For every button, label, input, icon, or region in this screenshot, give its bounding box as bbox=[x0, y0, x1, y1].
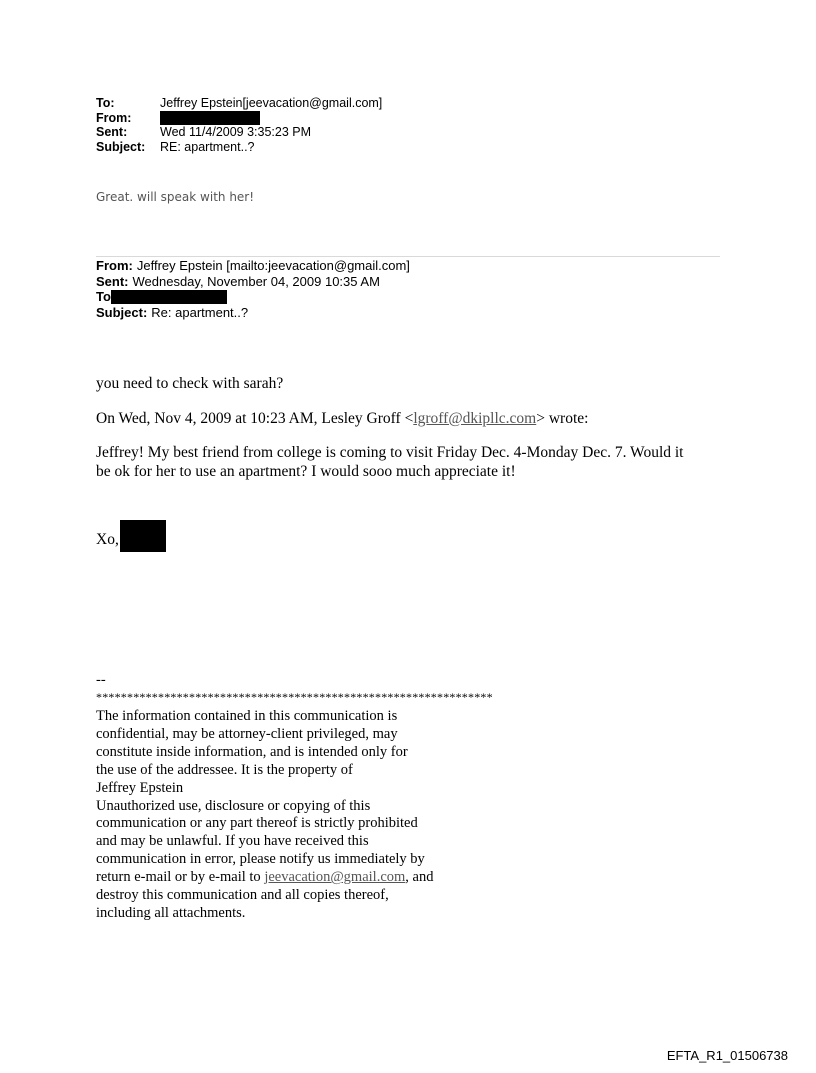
message-line: you need to check with sarah? bbox=[96, 375, 284, 392]
disclaimer-line: and may be unlawful. If you have received this bbox=[96, 833, 369, 850]
header-sent-row bbox=[96, 125, 382, 140]
header-subject-value: RE: apartment..? bbox=[160, 139, 255, 154]
disclaimer-line: including all attachments. bbox=[96, 904, 246, 921]
disclaimer-line: communication in error, please notify us immediately by bbox=[96, 851, 425, 868]
disclaimer-line: The information contained in this communication is bbox=[96, 708, 398, 724]
divider bbox=[96, 256, 720, 257]
fwd-subject-row bbox=[96, 305, 410, 321]
forwarded-header bbox=[96, 258, 410, 320]
disclaimer-block bbox=[96, 708, 476, 923]
fwd-from-value: Jeffrey Epstein [mailto:jeevacation@gmail.com] bbox=[136, 258, 410, 273]
fwd-to-row bbox=[96, 289, 410, 305]
sig-stars: **************************************************************** bbox=[96, 690, 493, 704]
disclaimer-line: destroy this communication and all copies thereof, bbox=[96, 887, 389, 904]
header-subject-label: Subject: bbox=[96, 139, 146, 154]
signoff-text: Xo, bbox=[96, 531, 119, 548]
fwd-sent-row bbox=[96, 274, 410, 290]
disclaimer-line: Unauthorized use, disclosure or copying of this bbox=[96, 797, 371, 814]
disclaimer-line: communication or any part thereof is strictly prohibited bbox=[96, 815, 418, 832]
quoted-paragraph bbox=[96, 443, 684, 481]
header-to-value: Jeffrey Epstein[jeevacation@gmail.com] bbox=[160, 96, 383, 110]
fwd-to-label: To bbox=[96, 289, 111, 304]
header-from-row bbox=[96, 111, 382, 126]
redaction-block bbox=[111, 290, 227, 304]
quoted-line: Jeffrey! My best friend from college is coming to visit Friday Dec. 4-Monday Dec. 7. Would it bbox=[96, 444, 684, 461]
fwd-subject-value: Re: apartment..? bbox=[151, 304, 249, 320]
quoted-line: be ok for her to use an apartment? I would sooo much appreciate it! bbox=[96, 463, 516, 480]
quote-prefix: On Wed, Nov 4, 2009 at 10:23 AM, Lesley Groff < bbox=[96, 410, 414, 427]
disclaimer-line: Jeffrey Epstein bbox=[96, 779, 184, 796]
redaction-block bbox=[120, 520, 166, 552]
reply-text: Great. will speak with her! bbox=[96, 190, 255, 204]
fwd-subject-label: Subject: bbox=[96, 304, 148, 320]
return-email-link[interactable]: jeevacation@gmail.com bbox=[264, 869, 406, 886]
return-prefix: return e-mail or by e-mail to bbox=[96, 869, 265, 886]
email-header bbox=[96, 96, 382, 154]
quote-email-link[interactable]: lgroff@dkipllc.com bbox=[413, 410, 537, 427]
quote-suffix: > wrote: bbox=[536, 410, 589, 427]
fwd-from-row bbox=[96, 258, 410, 274]
fwd-sent-value: Wednesday, November 04, 2009 10:35 AM bbox=[132, 273, 380, 289]
fwd-sent-label: Sent: bbox=[96, 273, 129, 289]
signoff bbox=[96, 530, 119, 549]
header-subject-row bbox=[96, 140, 382, 155]
sig-dashes: -- bbox=[96, 672, 106, 688]
disclaimer-line: constitute inside information, and is intended only for bbox=[96, 743, 408, 760]
redaction-block bbox=[160, 111, 260, 125]
header-to-row bbox=[96, 96, 382, 111]
disclaimer-return-line bbox=[96, 869, 476, 887]
disclaimer-line: the use of the addressee. It is the property of bbox=[96, 761, 353, 778]
header-to-label: To: bbox=[96, 96, 115, 110]
fwd-from-label: From: bbox=[96, 258, 133, 273]
header-from-label: From: bbox=[96, 110, 132, 125]
quote-attribution bbox=[96, 409, 588, 428]
header-sent-value: Wed 11/4/2009 3:35:23 PM bbox=[160, 125, 312, 139]
disclaimer-line: confidential, may be attorney-client privileged, may bbox=[96, 725, 398, 742]
document-id: EFTA_R1_01506738 bbox=[666, 1048, 788, 1063]
header-sent-label: Sent: bbox=[96, 125, 128, 139]
return-suffix: , and bbox=[405, 869, 434, 886]
